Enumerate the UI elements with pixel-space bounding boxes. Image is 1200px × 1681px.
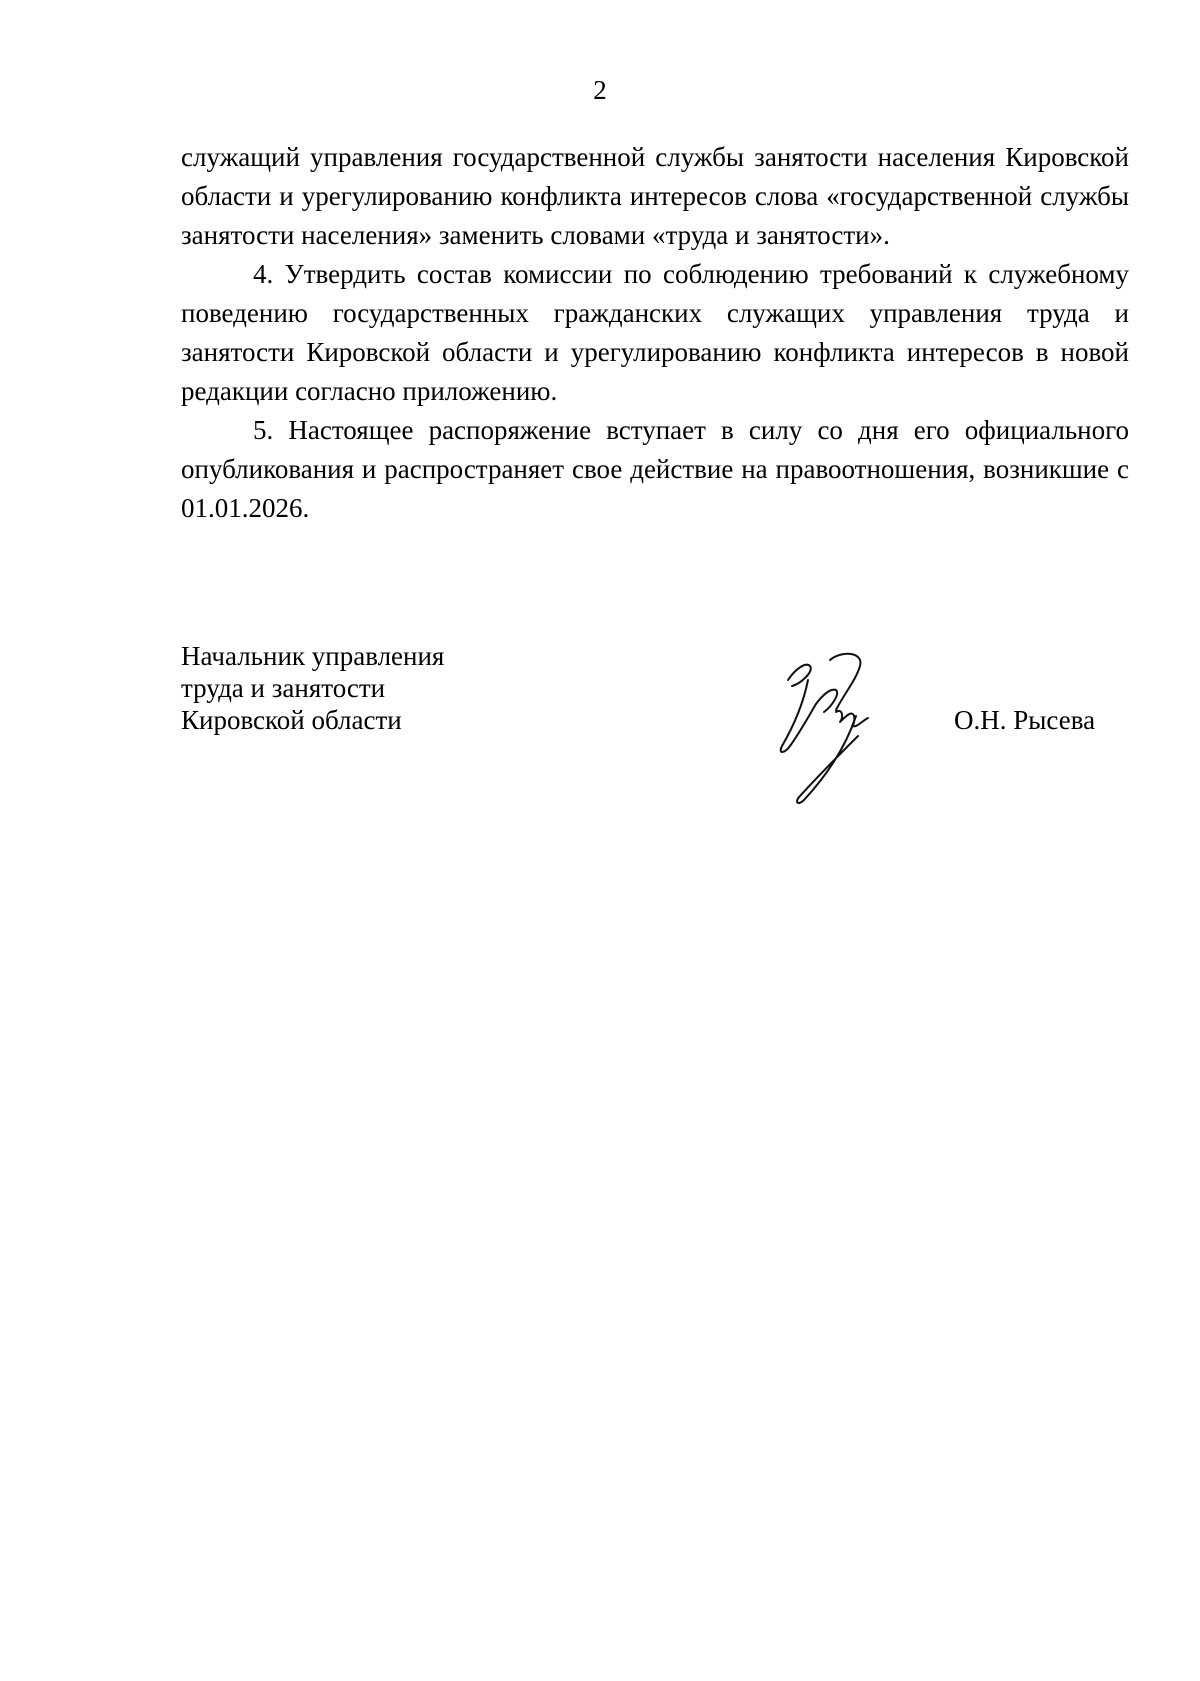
paragraph-continuation: служащий управления государственной службы занятости населения Кировской области и урегулированию конфликта интересов слова «государственной службы занятости населения» заменить словами «труда и занятости».	[181, 142, 1129, 250]
position-line: труда и занятости	[181, 673, 386, 703]
signer-name: О.Н. Рысева	[954, 705, 1096, 735]
page-number: 2	[593, 75, 607, 105]
document-body	[181, 138, 1129, 528]
paragraph-item-4: 4. Утвердить состав комиссии по соблюдению требований к служебному поведению государственных гражданских служащих управления труда и занятости Кировской области и урегулированию конфликта интересов в новой редакции согласно приложению.	[181, 259, 1129, 406]
signature-stroke	[797, 716, 858, 803]
position-line: Начальник управления	[181, 641, 445, 671]
signature-stroke	[836, 711, 868, 726]
position-line: Кировской области	[181, 705, 402, 735]
signature-stroke	[816, 690, 837, 712]
handwritten-signature	[770, 650, 910, 810]
paragraph-item-5: 5. Настоящее распоряжение вступает в силу со дня его официального опубликования и распространяет свое действие на правоотношения, возникшие с 01.01.2026.	[181, 415, 1129, 523]
signatory-position	[181, 640, 481, 736]
signature-stroke	[781, 680, 816, 752]
